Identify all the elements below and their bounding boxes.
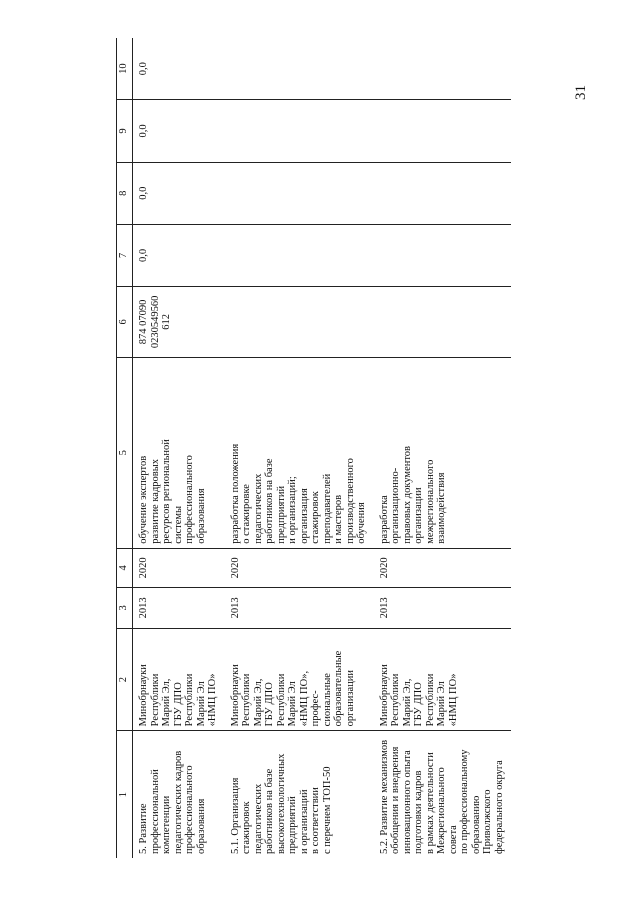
table-row [133,38,225,858]
activity-name: 5. Развитие профессиональной компетенции педагогических кадров профессионального образования [138,750,207,854]
responsible-executor: Минобрнауки Республики Марий Эл, ГБУ ДПО Республики Марий Эл «НМЦ ПО», профес- сиональные образовательные организации [225,628,374,730]
funding-value: 0,0 [133,224,225,286]
funding-value: 0,0 [133,162,225,224]
funding-value: 0,0 [133,38,225,100]
funding-value: 0,0 [133,100,225,162]
funding-value [374,100,512,162]
start-year: 2013 [374,587,512,628]
funding-value [225,224,374,286]
start-year: 2013 [225,587,374,628]
funding-value [374,224,512,286]
column-header: 9 [117,100,133,162]
program-table [116,38,511,858]
table-row [374,38,512,858]
budget-code [374,287,512,358]
column-header: 10 [117,38,133,100]
responsible-executor: Минобрнауки Республики Марий Эл, ГБУ ДПО Республики Марий Эл «НМЦ ПО» [374,628,512,730]
funding-value [374,38,512,100]
table-wrapper [116,38,600,858]
column-header: 5 [117,357,133,548]
expected-result: разработка организационно- правовых документов организации межрегионального взаимодействия [374,357,512,548]
column-header: 1 [117,731,133,858]
budget-code: 874 07090 0230549560 612 [133,287,225,358]
column-number-row [117,38,133,858]
table-row [225,38,374,858]
responsible-executor: Минобрнауки Республики Марий Эл, ГБУ ДПО Республики Марий Эл «НМЦ ПО» [133,628,225,730]
activity-name: 5.2. Развитие механизмов обобщения и внедрения инновационного опыта подготовки кадров в рамках деятельности Межрегионального совета по профессиональному образованию Приволжского федерального округа [378,739,505,854]
column-header: 7 [117,224,133,286]
funding-value [225,162,374,224]
expected-result: разработка положения о стажировке педагогических работников на базе предприятий и организаций; организация стажировок преподавателей и мастеров производственного обучения [225,357,374,548]
page-number: 31 [573,85,589,100]
funding-value [225,100,374,162]
rotated-table-area [116,38,600,858]
column-header: 2 [117,628,133,730]
expected-result: обучение экспертов развитие кадровых ресурсов региональной системы профессионального образования [133,357,225,548]
column-header: 8 [117,162,133,224]
column-header: 6 [117,287,133,358]
column-header: 4 [117,548,133,587]
end-year: 2020 [133,548,225,587]
start-year: 2013 [133,587,225,628]
funding-value [225,38,374,100]
funding-value [374,162,512,224]
activity-name: 5.1. Организация стажировок педагогических работников на базе высокотехнологичных предприятий и организаций в соответствии с перечнем ТОП-50 [229,753,333,854]
end-year: 2020 [374,548,512,587]
column-header: 3 [117,587,133,628]
end-year: 2020 [225,548,374,587]
budget-code [225,287,374,358]
